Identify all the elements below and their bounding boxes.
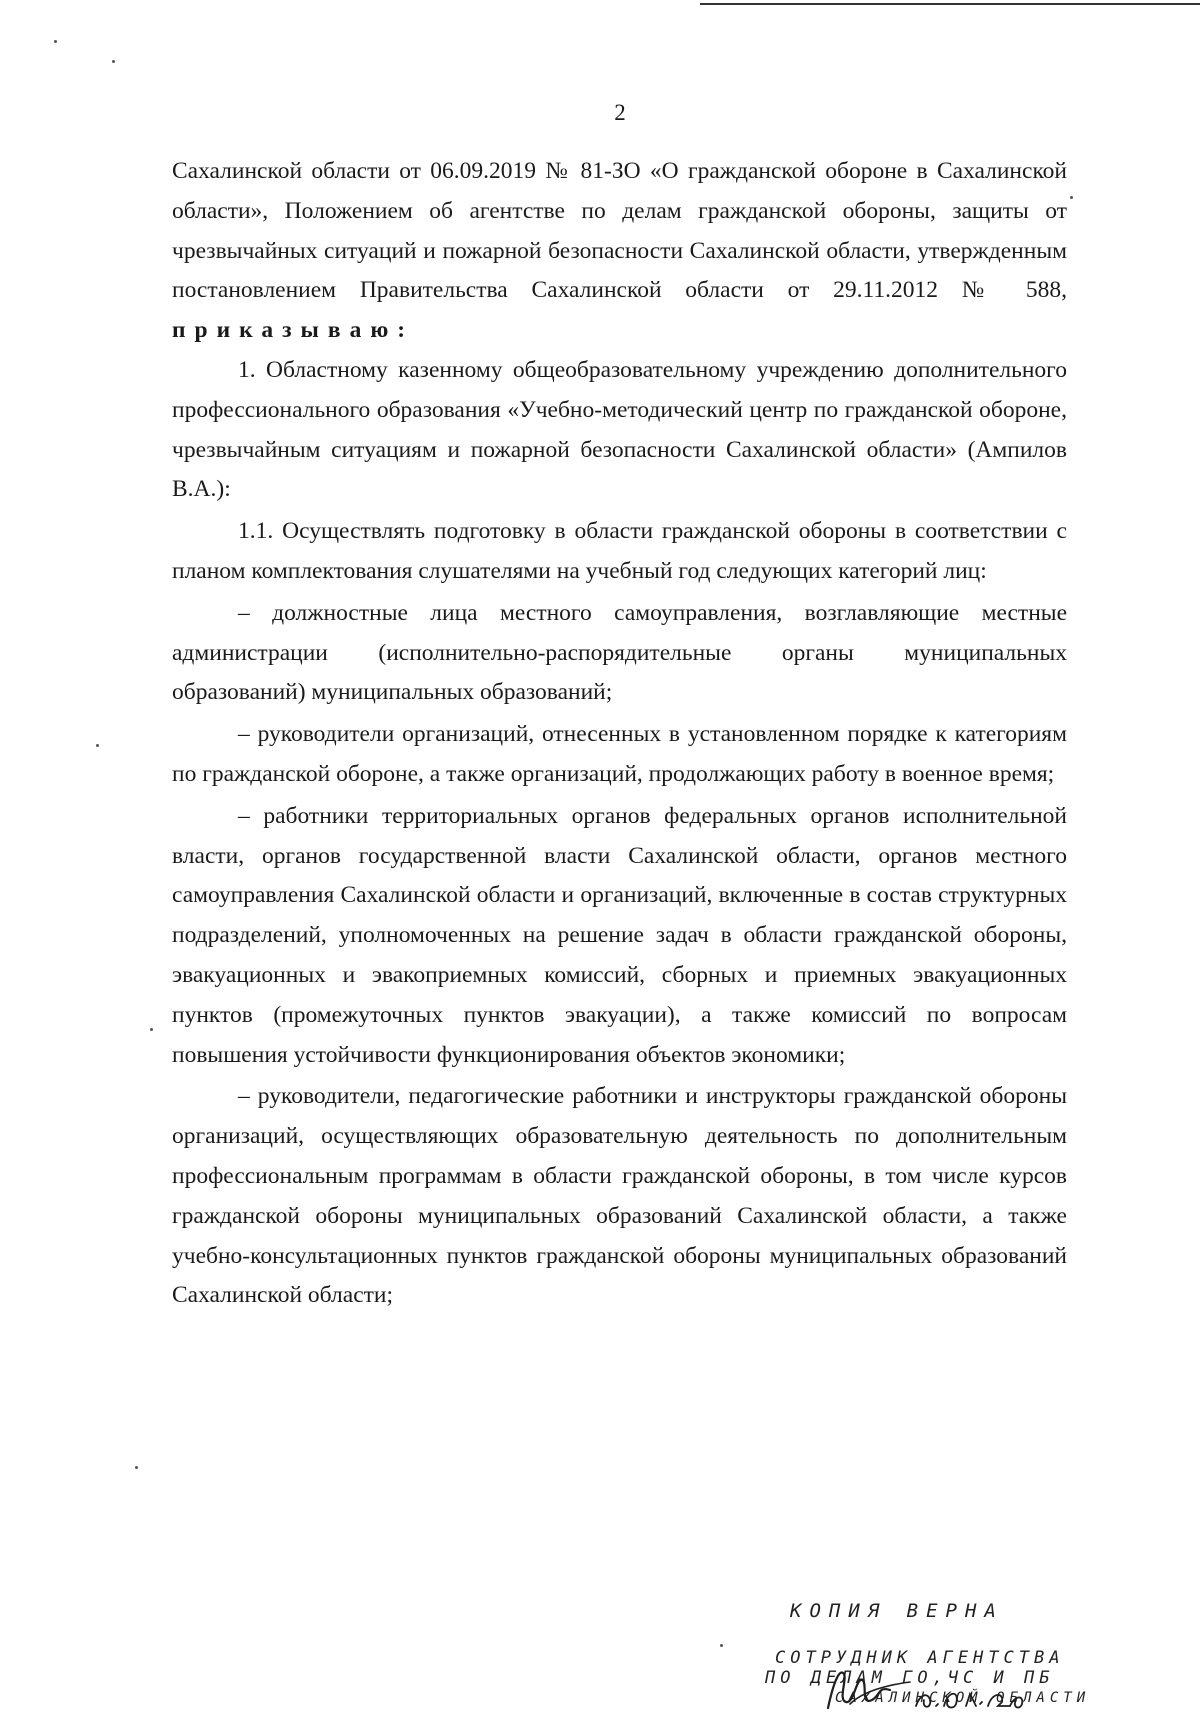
copy-certified-stamp: КОПИЯ ВЕРНА xyxy=(790,1600,1004,1622)
list-item-educators: – руководители, педагогические работники и инструкторы гражданской обороны организаций, осуществляющих образовательную деятельность по дополнительным профессиональным программам в области гражданской обороны, в том числе курсов гражданской обороны муниципальных образований Сахалинской области, а также учебно-консультационных пунктов гражданской обороны муниципальных образований Сахалинской области; xyxy=(172,1083,1067,1309)
paragraph-item-1-1: 1.1. Осуществлять подготовку в области гражданской обороны в соответствии с планом комплектования слушателями на учебный год следующих категорий лиц: xyxy=(172,518,1067,584)
list-item-officials: – должностные лица местного самоуправления, возглавляющие местные администрации (исполнительно-распорядительные органы муниципальных образований) муниципальных образований; xyxy=(172,599,1067,706)
list-item-employees: – работники территориальных органов федеральных органов исполнительной власти, органов государственной власти Сахалинской области, органов местного самоуправления Сахалинской области и организаций, включенные в состав структурных подразделений, уполномоченных на решение задач в области гражданской обороны, эвакуационных и эвакоприемных комиссий, сборных и приемных эвакуационных пунктов (промежуточных пунктов эвакуации), а также комиссий по вопросам повышения устойчивости функционирования объектов экономики; xyxy=(172,802,1067,1068)
paragraph-item-1: 1. Областному казенному общеобразовательному учреждению дополнительного профессионального образования «Учебно-методический центр по гражданской обороне, чрезвычайным ситуациям и пожарной безопасности Сахалинской области» (Ампилов В.А.): xyxy=(172,356,1067,503)
preamble-text: Сахалинской области от 06.09.2019 № 81-ЗО «О гражданской обороне в Сахалинской области», Положением об агентстве по делам гражданской обороны, защиты от чрезвычайных ситуаций и пожарной безопасности Сахалинской области, утвержденным постановлением Правительства Сахалинской области от 29.11.2012 № 588, xyxy=(172,158,1067,304)
scan-speck xyxy=(96,744,99,747)
stamp-line-1: СОТРУДНИК АГЕНТСТВА xyxy=(775,1648,1065,1668)
paragraph-preamble xyxy=(172,152,1067,351)
scan-speck xyxy=(720,1644,723,1647)
stamp-line-2: ПО ДЕЛАМ ГО,ЧС И ПБ xyxy=(765,1668,1055,1688)
document-body xyxy=(172,152,1067,1316)
scan-speck xyxy=(1070,196,1073,199)
handwritten-signature xyxy=(820,1660,1050,1712)
scan-speck xyxy=(135,1466,138,1469)
scan-speck xyxy=(150,1028,153,1031)
top-border-line xyxy=(700,3,1200,5)
stamp-line-3: САХАЛИНСКОЙ ОБЛАСТИ xyxy=(835,1690,1091,1706)
scan-speck xyxy=(54,40,57,43)
list-item-org-heads: – руководители организаций, отнесенных в установленном порядке к категориям по гражданской обороне, а также организаций, продолжающих работу в военное время; xyxy=(172,721,1067,787)
scan-speck xyxy=(112,60,115,63)
order-word: приказываю: xyxy=(172,317,415,344)
page-number: 2 xyxy=(614,100,626,125)
